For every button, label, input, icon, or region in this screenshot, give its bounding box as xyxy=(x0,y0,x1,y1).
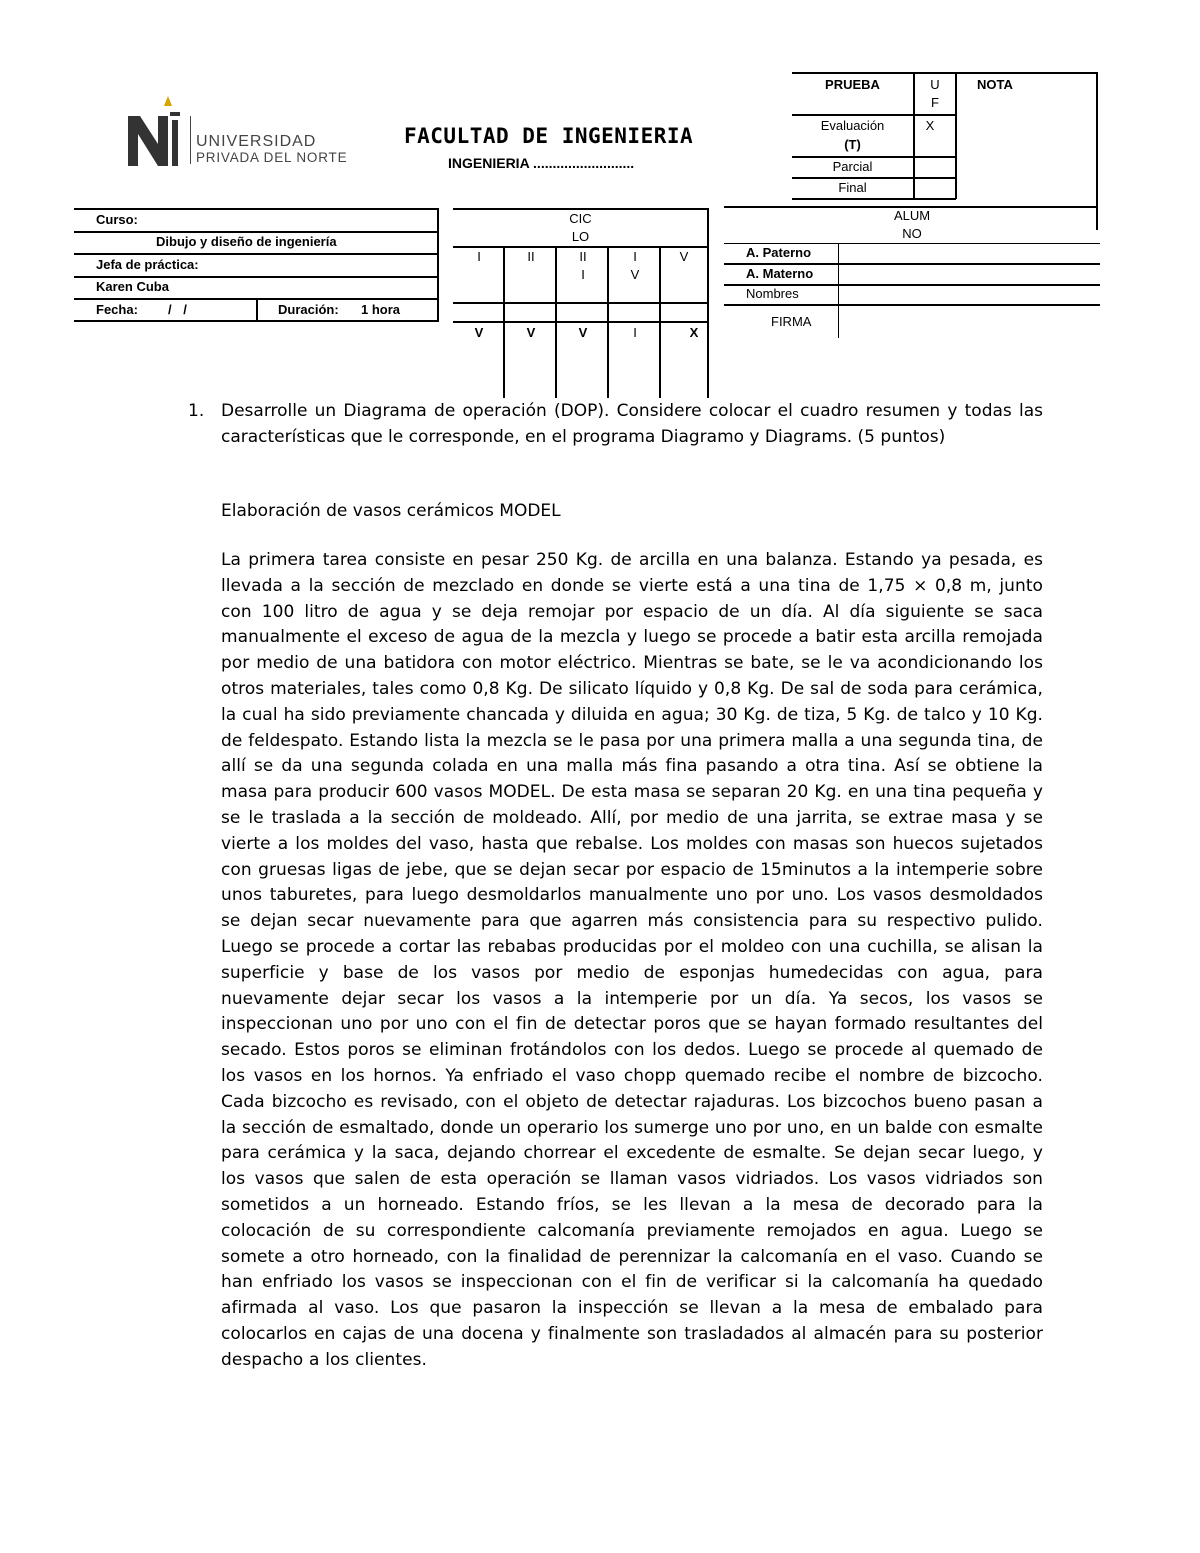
jefa-label: Jefa de práctica: xyxy=(96,257,199,272)
firma-label: FIRMA xyxy=(771,314,812,329)
university-logo xyxy=(124,94,380,170)
grade-f-label: F xyxy=(931,95,939,110)
ciclo-r1-c4: IV xyxy=(630,249,640,282)
grade-evaluacion-type: (T) xyxy=(844,137,861,152)
case-title: Elaboración de vasos cerámicos MODEL xyxy=(221,501,561,521)
ciclo-r2-c2: V xyxy=(526,325,536,340)
jefa-value: Karen Cuba xyxy=(96,279,169,294)
materno-label: A. Materno xyxy=(746,266,814,281)
grade-nota-label: NOTA xyxy=(977,77,1013,92)
ciclo-title-1: CIC xyxy=(569,211,592,226)
case-text: La primera tarea consiste en pesar 250 Kg. de arcilla en una balanza. Estando ya pesada, es llevada a la sección de mezclado en donde se vierte está a una tina de 1,75 × 0,8 m, junto con 100 litro de agua y se deja remojar por espacio de un día. Al día siguiente se saca manualmente el exceso de agua de la mezcla y luego se procede a batir esta arcilla remojada por medio de una batidora con motor eléctrico. Mientras se bate, se le va acondicionando los otros materiales, tales como 0,8 Kg. De silicato líquido y 0,8 Kg. De sal de soda para cerámica, la cual ha sido previamente chancada y diluida en agua; 30 Kg. de tiza, 5 Kg. de talco y 10 Kg. de feldespato. Estando lista la mezcla se le pasa por una primera malla a una segunda tina, de allí se da una segunda colada en una malla más fina pasando a otra tina. Así se obtiene la masa para producir 600 vasos MODEL. De esta masa se separan 20 Kg. en una tina pequeña y se le traslada a la sección de moldeado. Allí, por medio de una jarrita, se extrae masa y se vierte a los moldes del vaso, hasta que rebalse. Los moldes con masas son huecos sujetados con gruesas ligas de jebe, que se dejan secar por espacio de 15minutos a la intemperie sobre unos taburetes, para luego desmoldarlos manualmente uno por uno. Los vasos desmoldados se dejan secar nuevamente para que agarren más consistencia para su respectivo pulido. Luego se procede a cortar las rebabas producidas por el moldeo con una cuchilla, se alisan la superficie y base de los vasos por medio de esponjas humedecidas con agua, para nuevamente dejar secar los vasos a la intemperie por un día. Ya secos, los vasos se inspeccionan uno por uno con el fin de detectar poros que se hayan formado resultantes del secado. Estos poros se eliminan frotándolos con los dedos. Luego se procede al quemado de los vasos en los hornos. Ya enfriado el vaso chopp quemado recibe el nombre de bizcocho. Cada bizcocho es revisado, con el objeto de detectar rajaduras. Los bizcochos bueno pasan a la sección de esmaltado, donde un operario los sumerge uno por uno, en un balde con esmalte para cerámica y la saca, dejando chorrear el excedente de esmalte. Se dejan secar luego, y los vasos que salen de esta operación se llaman vasos vidriados. Los vasos vidriados son sometidos a un horneado. Estando fríos, se les llevan a la mesa de decorado para la colocación de su correspondiente calcomanía previamente remojados en agua. Luego se somete a otro horneado, con la finalidad de perennizar la calcomanía en el vaso. Cuando se han enfriado los vasos se inspeccionan con el fin de verificar si la calcomanía ha quedado afirmada al vaso. Los que pasaron la inspección se llevan a la mesa de embalado para colocarlos en cajas de una docena y finalmente son trasladados al almacén para su posterior despacho a los clientes. xyxy=(221,550,1043,1370)
logo-text-line1: UNIVERSIDAD xyxy=(196,133,317,150)
nombres-label: Nombres xyxy=(746,286,799,301)
grade-final-label: Final xyxy=(838,180,867,195)
ciclo-r2-c3: V xyxy=(578,325,588,340)
page-title: FACULTAD DE INGENIERIA xyxy=(404,124,694,148)
logo-text-line2: PRIVADA DEL NORTE xyxy=(196,150,348,165)
curso-label: Curso: xyxy=(96,212,138,227)
ciclo-r2-c4: I xyxy=(633,325,637,340)
ciclo-r1-c3: III xyxy=(579,249,587,282)
paterno-label: A. Paterno xyxy=(746,245,812,260)
grade-parcial-label: Parcial xyxy=(832,159,873,174)
ciclo-r2-c1: V xyxy=(474,325,484,340)
duracion-label: Duración: xyxy=(278,302,339,317)
question-text: Desarrolle un Diagrama de operación (DOP). Considere colocar el cuadro resumen y todas las características que le corresponde, en el programa Diagramo y Diagrams. (5 puntos) xyxy=(221,401,1043,447)
curso-value: Dibujo y diseño de ingeniería xyxy=(156,234,337,249)
alumno-title-1: ALUM xyxy=(893,208,931,223)
upn-logo-icon xyxy=(124,94,186,170)
question-number: 1. xyxy=(188,401,205,421)
fecha-label: Fecha: xyxy=(96,302,138,317)
ciclo-r1-c2: II xyxy=(527,249,535,264)
grade-evaluacion-mark: X xyxy=(925,118,935,133)
alumno-title-2: NO xyxy=(902,226,922,241)
grade-evaluacion-label: Evaluación xyxy=(820,118,885,133)
ciclo-title-2: LO xyxy=(571,229,590,244)
duracion-value: 1 hora xyxy=(361,302,401,317)
ciclo-r1-c5: V xyxy=(679,249,689,264)
ciclo-r2-c5: X xyxy=(689,325,699,340)
grade-u-label: U xyxy=(930,77,940,92)
ciclo-r1-c1: I xyxy=(477,249,481,264)
fecha-value: / / xyxy=(168,302,191,317)
grade-prueba-label: PRUEBA xyxy=(825,77,880,92)
page-subtitle: INGENIERIA .......................... xyxy=(448,155,635,171)
